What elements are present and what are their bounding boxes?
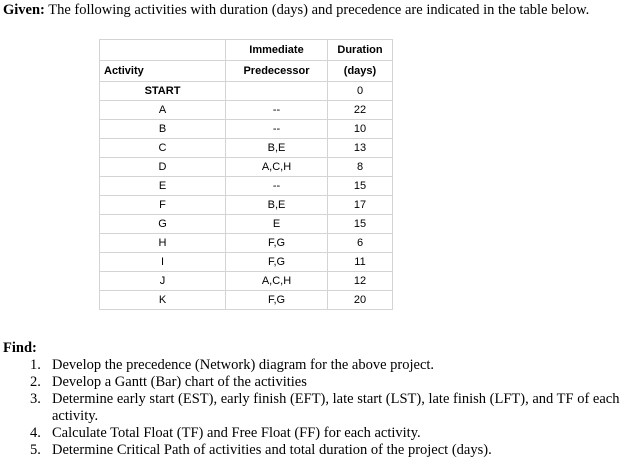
table-row	[100, 291, 393, 310]
duration-cell: 13	[328, 139, 393, 158]
duration-cell: 12	[328, 272, 393, 291]
header-predecessor-line1: Immediate	[226, 40, 328, 61]
table-row	[100, 234, 393, 253]
given-text: The following activities with duration (days) and precedence are indicated in the table below.	[44, 2, 590, 18]
table-row	[100, 139, 393, 158]
predecessor-cell: F,G	[226, 253, 328, 272]
find-item	[0, 357, 634, 374]
activity-table	[99, 39, 393, 310]
duration-cell: 6	[328, 234, 393, 253]
find-item	[0, 425, 634, 442]
find-item-number: 4.	[30, 425, 41, 441]
activity-cell: I	[100, 253, 226, 272]
activity-cell: C	[100, 139, 226, 158]
find-item-text: Calculate Total Float (TF) and Free Float (FF) for each activity.	[52, 425, 421, 441]
predecessor-cell: --	[226, 120, 328, 139]
find-item	[0, 442, 634, 459]
duration-cell: 11	[328, 253, 393, 272]
header-activity: Activity	[100, 61, 226, 82]
find-item-number: 2.	[30, 374, 41, 390]
table-row	[100, 196, 393, 215]
activity-cell: J	[100, 272, 226, 291]
find-item-text: Develop the precedence (Network) diagram for the above project.	[52, 357, 435, 373]
table-row	[100, 82, 393, 101]
table-row	[100, 253, 393, 272]
table-row	[100, 272, 393, 291]
find-item-text: Determine Critical Path of activities and total duration of the project (days).	[52, 442, 492, 458]
table-header-row-2	[100, 61, 393, 82]
header-activity-top	[100, 40, 226, 61]
duration-cell: 15	[328, 215, 393, 234]
predecessor-cell: A,C,H	[226, 158, 328, 177]
predecessor-cell: --	[226, 101, 328, 120]
predecessor-cell: E	[226, 215, 328, 234]
duration-cell: 15	[328, 177, 393, 196]
activity-cell: F	[100, 196, 226, 215]
duration-cell: 20	[328, 291, 393, 310]
predecessor-cell	[226, 82, 328, 101]
table-row	[100, 101, 393, 120]
activity-cell: H	[100, 234, 226, 253]
given-label: Given:	[3, 2, 45, 18]
predecessor-cell: F,G	[226, 234, 328, 253]
find-item-number: 3.	[30, 391, 41, 407]
activity-cell: A	[100, 101, 226, 120]
table-row	[100, 215, 393, 234]
predecessor-cell: B,E	[226, 139, 328, 158]
activity-cell: START	[100, 82, 226, 101]
find-title: Find:	[3, 340, 37, 356]
find-list	[0, 357, 634, 459]
table-header-row-1	[100, 40, 393, 61]
activity-cell: G	[100, 215, 226, 234]
duration-cell: 8	[328, 158, 393, 177]
duration-cell: 10	[328, 120, 393, 139]
find-item-text: Determine early start (EST), early finish (EFT), late start (LST), late finish (LFT), and TF of each activity.	[52, 391, 620, 424]
predecessor-cell: B,E	[226, 196, 328, 215]
table-body	[100, 82, 393, 310]
activity-cell: B	[100, 120, 226, 139]
find-item-text: Develop a Gantt (Bar) chart of the activities	[52, 374, 307, 390]
find-item-number: 5.	[30, 442, 41, 458]
find-item	[0, 391, 634, 425]
header-duration-line1: Duration	[328, 40, 393, 61]
find-item-number: 1.	[30, 357, 41, 373]
table-row	[100, 120, 393, 139]
activity-cell: D	[100, 158, 226, 177]
table-row	[100, 177, 393, 196]
given-paragraph	[3, 2, 631, 19]
predecessor-cell: --	[226, 177, 328, 196]
duration-cell: 17	[328, 196, 393, 215]
header-duration-line2: (days)	[328, 61, 393, 82]
predecessor-cell: F,G	[226, 291, 328, 310]
activity-cell: K	[100, 291, 226, 310]
table-row	[100, 158, 393, 177]
find-item	[0, 374, 634, 391]
header-predecessor-line2: Predecessor	[226, 61, 328, 82]
predecessor-cell: A,C,H	[226, 272, 328, 291]
duration-cell: 22	[328, 101, 393, 120]
activity-cell: E	[100, 177, 226, 196]
duration-cell: 0	[328, 82, 393, 101]
